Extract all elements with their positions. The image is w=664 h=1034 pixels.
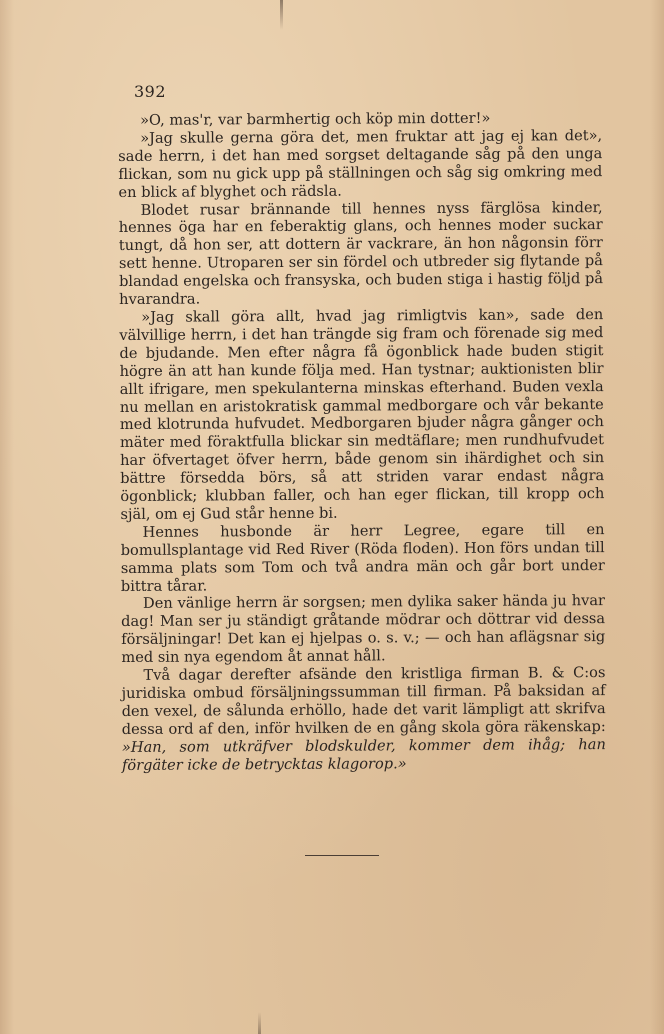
paragraph: Blodet rusar brännande till hennes nyss färglösa kinder, hennes öga har en feberaktig glans, och hennes moder suckar tungt, då hon ser, att dottern är vackrare, än hon någonsin förr sett henne. Utroparen ser sin fördel och utbreder sig flytande på blandad engelska och fransyska, och buden stiga i hastig följd på hvarandra.: [118, 198, 604, 309]
italic-quote: »Han, som utkräfver blodskulder, kommer dem ihåg; han förgäter icke de betrycktas klagorop.»: [121, 735, 606, 774]
body-text: [118, 109, 606, 774]
binding-mark-bottom: [258, 1012, 261, 1034]
paragraph: »O, mas'r, var barmhertig och köp min dotter!»: [139, 109, 491, 129]
binding-mark-top: [280, 0, 283, 30]
section-end-rule: [305, 855, 379, 856]
paragraph-last: [121, 664, 606, 774]
paragraph: Den vänlige herrn är sorgsen; men dylika saker hända ju hvar dag! Man ser ju ständigt gråtande mödrar och döttrar vid dessa försäljningar! Det kan ej hjelpas o. s. v.; — och han aflägsnar sig med sin nya egendom åt annat håll.: [121, 592, 606, 667]
page-number: 392: [134, 82, 167, 101]
paragraph: »Jag skall göra allt, hvad jag rimligtvis kan», sade den välvillige herrn, i det han trängde sig fram och förenade sig med de bjudande. Men efter några få ögonblick hade buden stigit högre än att han kunde följa med. Han tystnar; auktionisten blir allt ifrigare, men spekulanterna minskas efterhand. Buden vexla nu mellan en aristokratisk gammal medborgare och vår bekante med klotrunda hufvudet. Medborgaren bjuder några gånger och mäter med föraktfulla blickar sin medtäflare; men rundhufvudet har öfvertaget öfver herrn, både genom sin ihärdighet och sin bättre försedda börs, så att striden varar endast några ögonblick; klubban faller, och han eger flickan, till kropp och själ, om ej Gud står henne bi.: [119, 306, 605, 523]
paragraph: »Jag skulle gerna göra det, men fruktar att jag ej kan det», sade herrn, i det han med sorgset deltagande såg på den unga flickan, som nu gick upp på ställningen och såg sig omkring med en blick af blyghet och rädsla.: [118, 126, 603, 201]
paragraph-text: Två dagar derefter afsände den kristliga firman B. & C:os juridiska ombud försäljningssumman till firman. På baksidan af den vexel, de sålunda erhöllo, hade det varit lämpligt att skrifva dessa ord af den, inför hvilken de en gång skola göra räkenskap:: [121, 664, 606, 738]
paragraph: Hennes husbonde är herr Legree, egare till en bomullsplantage vid Red River (Röda floden). Hon förs undan till samma plats som Tom och två andra män och går bort under bittra tårar.: [120, 520, 605, 595]
